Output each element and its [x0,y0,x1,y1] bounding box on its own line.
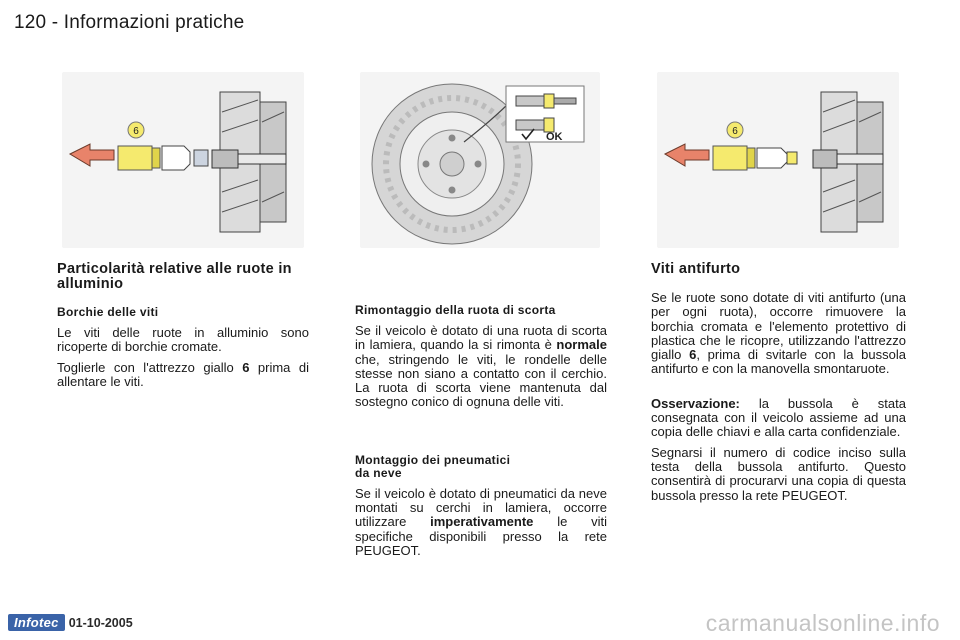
section-heading: Particolarità relative alle ruote in alluminio [57,261,292,292]
sub-heading: Borchie delle viti [57,305,159,319]
illustration-spare-wheel [360,72,600,248]
illustration-cap-removal [62,72,304,248]
paragraph: Segnarsi il numero di codice inciso sulla testa della bussola antifurto. Questo consentirà di procurarvi una copia di questa bussola presso la rete PEUGEOT. [651,444,906,503]
sub-heading-snow-tyres: Montaggio dei pneumatici da neve [355,452,511,480]
cap-removal-drawing [62,72,304,248]
yellow-tool [118,146,152,170]
antitheft-cap-drawing [657,72,899,248]
plastic-cap [757,148,787,168]
infotec-logo: Infotec [8,614,65,631]
paragraph: Le viti delle ruote in alluminio sono ricoperte di borchie cromate. [57,325,309,355]
section-heading: Viti antifurto [651,261,741,277]
callout-number: 6 [732,126,738,137]
ok-label: OK [546,131,563,143]
sub-heading: Rimontaggio della ruota di scorta [355,303,556,317]
footer [8,614,133,631]
column-spare-wheel [355,304,607,564]
arrow-left-icon [70,144,114,166]
paragraph: Toglierle con l'attrezzo giallo 6 prima di allentare le viti. [57,359,309,389]
chrome-cap [162,146,190,170]
spare-wheel-drawing [360,72,600,248]
column-antitheft-bolts [651,262,906,509]
illustration-antitheft-cap [657,72,899,248]
bolt-head [212,150,238,168]
page-title: 120 - Informazioni pratiche [14,12,245,33]
note-paragraph: Osservazione: la bussola è stata consegnata con il veicolo assieme ad una copia delle chiavi e alla carta confidenziale. [651,395,906,440]
paragraph: Se le ruote sono dotate di viti antifurto (una per ogni ruota), occorre rimuovere la borchia cromata e l'elemento protettivo di plastica che le ricopre, utilizzando l'attrezzo giallo 6, prima di svitarle con la bussola antifurto e con la manovella smontaruote. [651,290,906,377]
column-aluminium-wheels [57,262,309,395]
paragraph: Se il veicolo è dotato di pneumatici da neve montati su cerchi in lamiera, occorre utilizzare imperativamente le viti specifiche disponibili presso la rete PEUGEOT. [355,485,607,558]
paragraph: Se il veicolo è dotato di una ruota di scorta in lamiera, quando la si rimonta è normale che, stringendo le viti, le rondelle delle stesse non siano a contatto con il cerchio. La ruota di scorta viene mantenuta dal sostegno conico di ognuna delle viti. [355,323,607,410]
watermark: carmanualsonline.info [705,610,940,636]
print-date: 01-10-2005 [68,615,133,630]
bolt-shank [837,154,883,164]
arrow-left-icon [665,144,709,166]
bolt-shank [238,154,286,164]
yellow-tool [713,146,747,170]
callout-number: 6 [133,126,139,137]
antitheft-bolt-head [813,150,837,168]
